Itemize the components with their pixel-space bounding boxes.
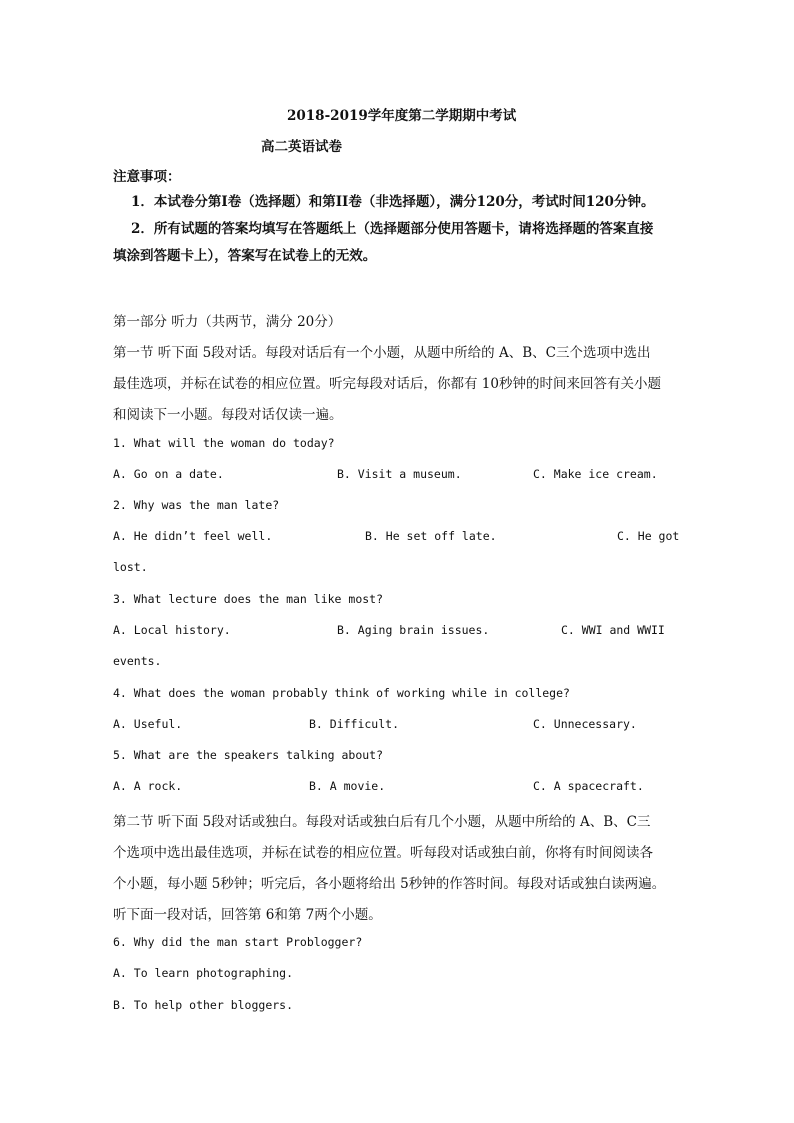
q3-option-c-cont: events.	[113, 654, 162, 668]
q2-option-c-cont: lost.	[113, 560, 148, 574]
q1-option-b: B. Visit a museum.	[337, 467, 462, 481]
q2-option-a: A. He didn’t feel well.	[113, 529, 273, 543]
q3-option-b: B. Aging brain issues.	[337, 623, 490, 637]
q6-option-a: A. To learn photographing.	[113, 966, 294, 980]
question-6: 6. Why did the man start Problogger?	[113, 935, 363, 949]
q4-option-b: B. Difficult.	[309, 717, 400, 731]
q5-option-b: B. A movie.	[309, 779, 386, 793]
note-item-2-cont: 填涂到答题卡上），答案写在试卷上的无效。	[113, 248, 377, 264]
section1-instructions-line1: 第一节 听下面 5段对话。每段对话后有一个小题，从题中所给的 A、B、C三个选项中选出	[113, 345, 651, 361]
notes-heading: 注意事项：	[113, 169, 181, 185]
section2-instructions-line1: 第二节 听下面 5段对话或独白。每段对话或独白后有几个小题，从题中所给的 A、B、C三	[113, 814, 651, 830]
q1-option-c: C. Make ice cream.	[533, 467, 658, 481]
question-1: 1. What will the woman do today?	[113, 436, 335, 450]
section1-instructions-line3: 和阅读下一小题。每段对话仅读一遍。	[113, 407, 343, 423]
section2-instructions-line4: 听下面一段对话，回答第 6和第 7两个小题。	[113, 907, 382, 923]
question-3: 3. What lecture does the man like most?	[113, 592, 384, 606]
exam-subtitle: 高二英语试卷	[261, 139, 342, 155]
q5-option-c: C. A spacecraft.	[533, 779, 644, 793]
note-item-2: 2．所有试题的答案均填写在答题纸上（选择题部分使用答题卡，请将选择题的答案直接	[131, 221, 654, 237]
q3-option-a: A. Local history.	[113, 623, 231, 637]
question-5: 5. What are the speakers talking about?	[113, 748, 384, 762]
question-4: 4. What does the woman probably think of working while in college?	[113, 686, 570, 700]
section1-instructions-line2: 最佳选项，并标在试卷的相应位置。听完每段对话后，你都有 10秒钟的时间来回答有关小题	[113, 376, 661, 392]
q2-option-b: B. He set off late.	[365, 529, 497, 543]
q5-option-a: A. A rock.	[113, 779, 183, 793]
q6-option-b: B. To help other bloggers.	[113, 998, 294, 1012]
q1-option-a: A. Go on a date.	[113, 467, 224, 481]
q2-option-c: C. He got	[617, 529, 680, 543]
section2-instructions-line3: 个小题，每小题 5秒钟；听完后，各小题将给出 5秒钟的作答时间。每段对话或独白读两遍。	[113, 876, 666, 892]
question-2: 2. Why was the man late?	[113, 498, 280, 512]
part1-heading: 第一部分 听力（共两节，满分 20分）	[113, 314, 342, 330]
section2-instructions-line2: 个选项中选出最佳选项，并标在试卷的相应位置。听每段对话或独白前，你将有时间阅读各	[113, 845, 653, 861]
note-item-1: 1．本试卷分第Ⅰ卷（选择题）和第II卷（非选择题），满分120分，考试时间120分钟。	[131, 194, 655, 210]
q4-option-c: C. Unnecessary.	[533, 717, 637, 731]
exam-title: 2018-2019学年度第二学期期中考试	[287, 108, 517, 124]
q4-option-a: A. Useful.	[113, 717, 183, 731]
q3-option-c: C. WWI and WWII	[561, 623, 665, 637]
